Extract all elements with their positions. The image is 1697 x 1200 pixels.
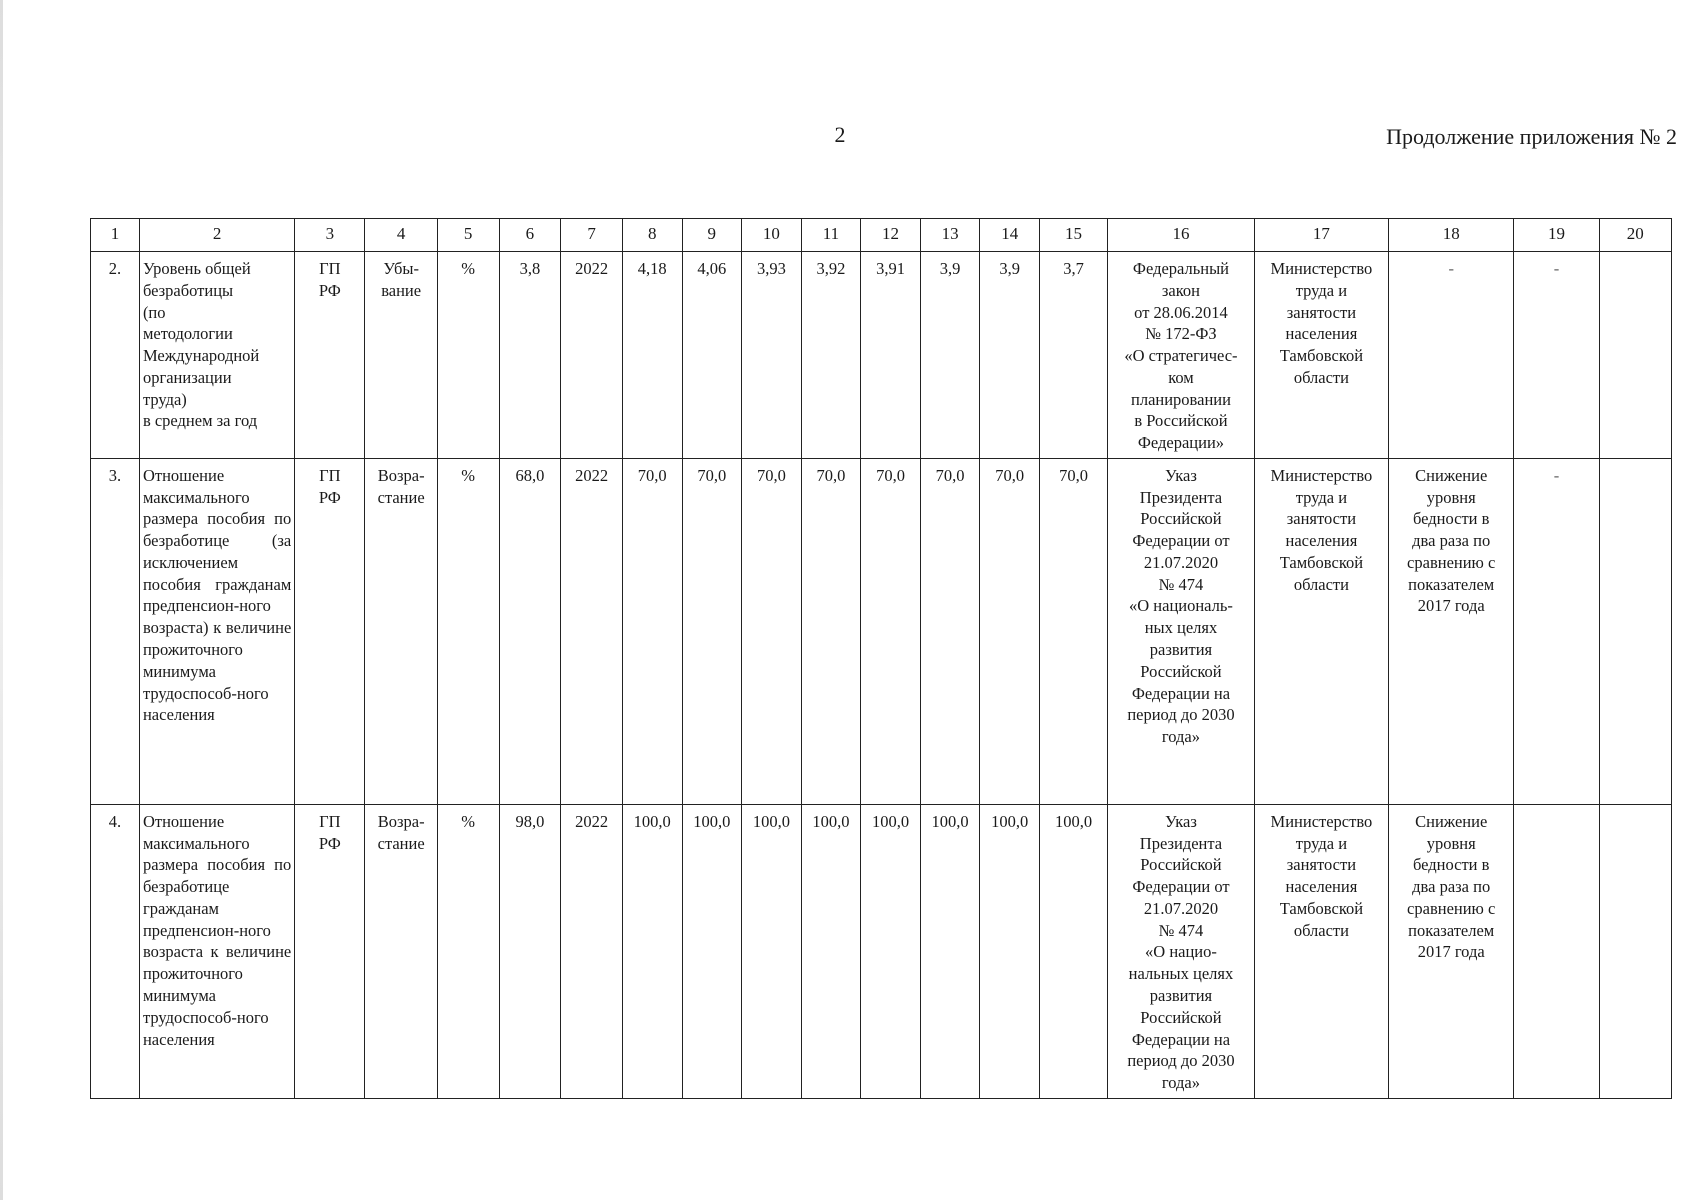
column-header: 16 (1108, 219, 1255, 252)
column-19-value: - (1514, 458, 1599, 804)
column-header: 8 (622, 219, 682, 252)
year-value: 100,0 (742, 804, 802, 1098)
year-value: 3,9 (920, 252, 980, 459)
year-value: 3,93 (742, 252, 802, 459)
year-value: 100,0 (920, 804, 980, 1098)
unit: % (437, 458, 499, 804)
column-19-value: - (1514, 252, 1599, 459)
column-header: 2 (139, 219, 294, 252)
column-19-value (1514, 804, 1599, 1098)
year-value: 100,0 (622, 804, 682, 1098)
row-number: 3. (91, 458, 140, 804)
column-20-value (1599, 252, 1671, 459)
responsible-body: Министерство труда и занятости населения Тамбовской области (1254, 804, 1388, 1098)
year-value: 100,0 (980, 804, 1040, 1098)
base-value: 68,0 (499, 458, 561, 804)
column-header: 9 (682, 219, 742, 252)
indicator-name: Уровень общей безработицы (по методологии Международной организации труда) в среднем за год (139, 252, 294, 459)
legal-document: Федеральный закон от 28.06.2014 № 172-ФЗ «О стратегичес- ком планировании в Российской Федерации» (1108, 252, 1255, 459)
goal-link: Снижение уровня бедности в два раза по сравнению с показателем 2017 года (1388, 458, 1514, 804)
scan-edge (0, 0, 3, 1200)
column-header: 11 (801, 219, 861, 252)
appendix-note: Продолжение приложения № 2 (1386, 124, 1677, 149)
column-header: 19 (1514, 219, 1599, 252)
year-value: 4,06 (682, 252, 742, 459)
year-value: 70,0 (801, 458, 861, 804)
column-20-value (1599, 458, 1671, 804)
year-value: 100,0 (801, 804, 861, 1098)
column-header: 15 (1039, 219, 1107, 252)
year-value: 3,7 (1039, 252, 1107, 459)
year-value: 100,0 (861, 804, 921, 1098)
year-value: 70,0 (861, 458, 921, 804)
indicator-level: ГП РФ (295, 804, 365, 1098)
year-value: 70,0 (622, 458, 682, 804)
year-value: 3,9 (980, 252, 1040, 459)
row-number: 4. (91, 804, 140, 1098)
column-header: 3 (295, 219, 365, 252)
year-value: 70,0 (682, 458, 742, 804)
indicator-trend: Убы- вание (365, 252, 437, 459)
responsible-body: Министерство труда и занятости населения Тамбовской области (1254, 458, 1388, 804)
column-header: 1 (91, 219, 140, 252)
base-year: 2022 (561, 252, 623, 459)
base-value: 3,8 (499, 252, 561, 459)
legal-document: Указ Президента Российской Федерации от 21.07.2020 № 474 «О нацио- нальных целях развития Российской Федерации на период до 2030 года» (1108, 804, 1255, 1098)
table-row (91, 252, 1672, 459)
column-header: 13 (920, 219, 980, 252)
responsible-body: Министерство труда и занятости населения Тамбовской области (1254, 252, 1388, 459)
page-number: 2 (834, 122, 846, 147)
column-header: 12 (861, 219, 921, 252)
base-year: 2022 (561, 804, 623, 1098)
year-value: 70,0 (920, 458, 980, 804)
indicator-level: ГП РФ (295, 458, 365, 804)
indicator-name: Отношение максимального размера пособия по безработице гражданам предпенсион-ного возраста к величине прожиточного минимума трудоспособ-ного населения (139, 804, 294, 1098)
year-value: 100,0 (1039, 804, 1107, 1098)
year-value: 70,0 (742, 458, 802, 804)
year-value: 3,91 (861, 252, 921, 459)
year-value: 4,18 (622, 252, 682, 459)
indicator-level: ГП РФ (295, 252, 365, 459)
indicator-name: Отношение максимального размера пособия по безработице (за исключением пособия гражданам предпенсион-ного возраста) к величине прожиточного минимума трудоспособ-ного населения (139, 458, 294, 804)
column-header: 5 (437, 219, 499, 252)
year-value: 70,0 (980, 458, 1040, 804)
indicators-table (90, 218, 1672, 1099)
unit: % (437, 804, 499, 1098)
base-value: 98,0 (499, 804, 561, 1098)
indicator-trend: Возра- стание (365, 458, 437, 804)
legal-document: Указ Президента Российской Федерации от 21.07.2020 № 474 «О националь- ных целях развития Российской Федерации на период до 2030 года» (1108, 458, 1255, 804)
unit: % (437, 252, 499, 459)
column-numbers-row (91, 219, 1672, 252)
column-header: 17 (1254, 219, 1388, 252)
column-header: 7 (561, 219, 623, 252)
year-value: 70,0 (1039, 458, 1107, 804)
indicator-trend: Возра- стание (365, 804, 437, 1098)
base-year: 2022 (561, 458, 623, 804)
column-header: 20 (1599, 219, 1671, 252)
year-value: 100,0 (682, 804, 742, 1098)
year-value: 3,92 (801, 252, 861, 459)
column-20-value (1599, 804, 1671, 1098)
table-row (91, 804, 1672, 1098)
goal-link: Снижение уровня бедности в два раза по сравнению с показателем 2017 года (1388, 804, 1514, 1098)
goal-link: - (1388, 252, 1514, 459)
column-header: 14 (980, 219, 1040, 252)
column-header: 10 (742, 219, 802, 252)
row-number: 2. (91, 252, 140, 459)
column-header: 6 (499, 219, 561, 252)
column-header: 4 (365, 219, 437, 252)
table-row (91, 458, 1672, 804)
column-header: 18 (1388, 219, 1514, 252)
